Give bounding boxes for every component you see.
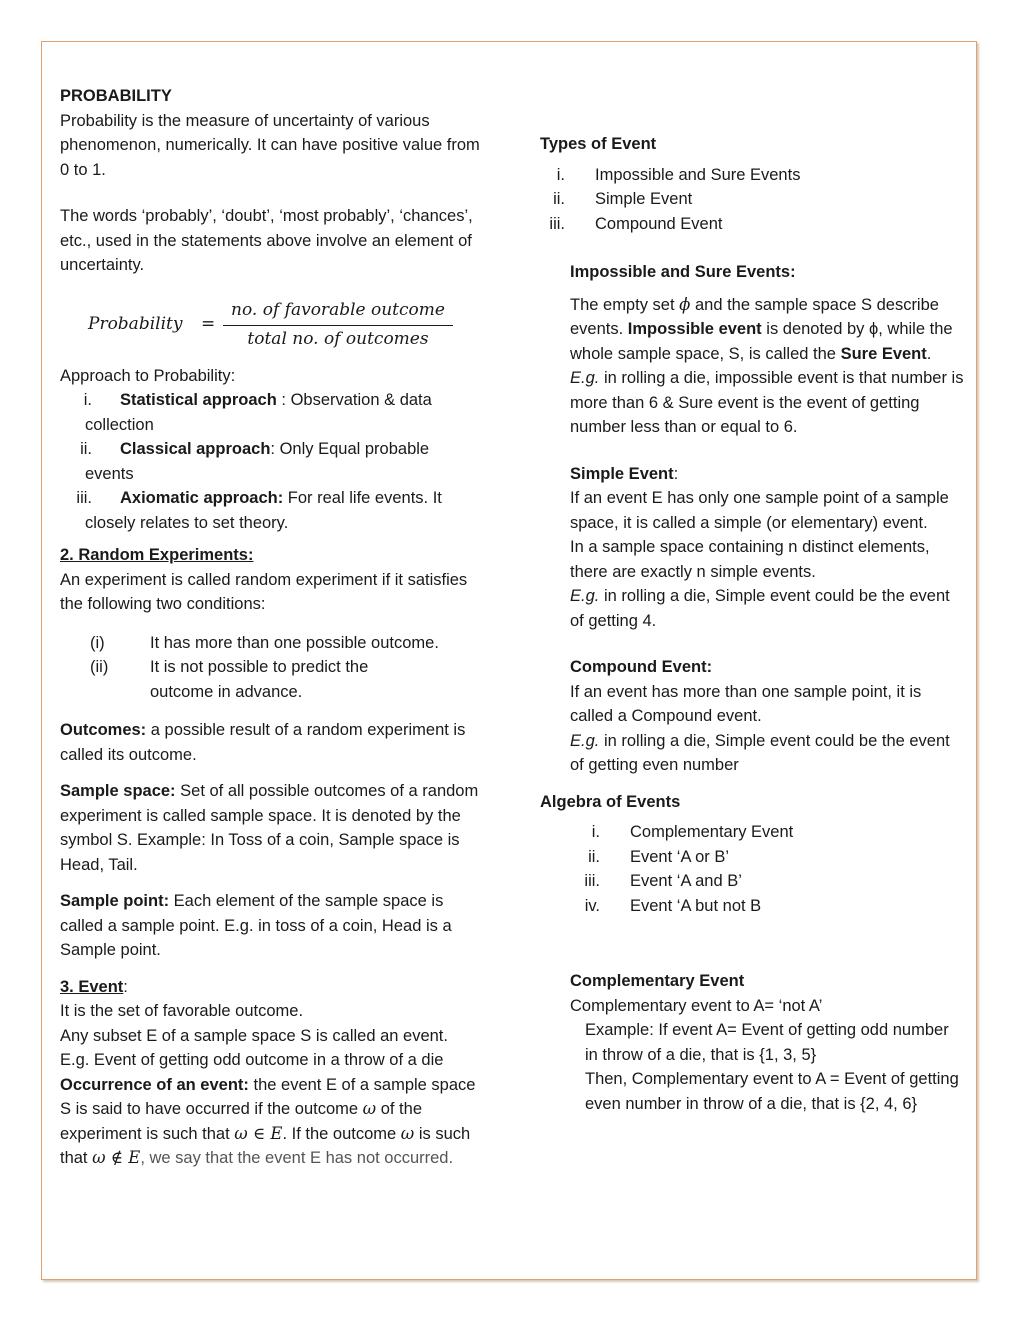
list-number: (ii): [90, 658, 109, 676]
types-heading: Types of Event: [540, 135, 657, 153]
approach-term: Statistical approach: [120, 391, 277, 409]
probability-formula: [60, 290, 485, 356]
condition-text: It is not possible to predict the: [150, 658, 369, 676]
type-text: Compound Event: [595, 214, 723, 233]
fraction-bar: [223, 325, 453, 326]
algebra-item: [540, 820, 965, 845]
simple-event-example: E.g. in rolling a die, Simple event could be the event of getting 4.: [570, 587, 950, 630]
list-number: iv.: [584, 896, 600, 915]
formula-denominator: total no. of outcomes: [247, 328, 429, 349]
approach-desc: : Only Equal probable: [270, 440, 430, 458]
condition-cont: outcome in advance.: [150, 682, 303, 701]
list-number: (i): [90, 633, 105, 652]
intro-paragraph: Probability is the measure of uncertainty of various phenomenon, numerically. It can have positive value from 0 to 1.: [60, 111, 480, 179]
conditions-list: [60, 631, 485, 705]
complementary-result: Then, Complementary event to A = Event of getting even number in throw of a die, that is {2, 4, 6}: [585, 1070, 959, 1113]
occurrence-definition: Occurrence of an event: the event E of a sample space S is said to have occurred if the outcome ω of the experiment is such that ω ∈ E. If the outcome ω is such that ω ∉ E, we say that the event E has not occurred.: [60, 1075, 476, 1167]
type-item: [540, 187, 965, 212]
algebra-text: Event ‘A and B’: [630, 872, 742, 890]
formula-lhs: Probability: [88, 313, 183, 334]
algebra-item: [540, 845, 965, 870]
list-number: iii.: [584, 872, 600, 890]
approach-item: [60, 388, 485, 413]
algebra-item: [540, 869, 965, 894]
types-list: [540, 163, 965, 237]
list-number: iii.: [549, 214, 565, 233]
simple-event-paragraph: In a sample space containing n distinct elements, there are exactly n simple events.: [570, 538, 930, 581]
event-line: E.g. Event of getting odd outcome in a throw of a die: [60, 1051, 444, 1069]
approach-desc: : Observation & data: [276, 391, 432, 409]
algebra-text: Event ‘A or B’: [630, 847, 730, 866]
event-line: Any subset E of a sample space S is called an event.: [60, 1026, 448, 1045]
sample-space-definition: Sample space: Set of all possible outcomes of a random experiment is called sample space. It is denoted by the symbol S. Example: In Toss of a coin, Sample space is Head, Tail.: [60, 782, 479, 874]
approach-heading: Approach to Probability:: [60, 366, 236, 385]
algebra-text: Event ‘A but not B: [630, 896, 762, 915]
approach-cont: events: [85, 464, 134, 483]
list-number: ii.: [553, 190, 565, 208]
simple-event-paragraph: If an event E has only one sample point of a sample space, it is called a simple (or elementary) event.: [570, 489, 949, 532]
approach-list: [60, 388, 485, 535]
event-line: It is the set of favorable outcome.: [60, 1002, 304, 1020]
condition-text: It has more than one possible outcome.: [150, 633, 439, 652]
algebra-text: Complementary Event: [630, 823, 794, 841]
type-text: Simple Event: [595, 190, 693, 208]
complementary-definition: Complementary event to A= ‘not A’: [570, 996, 823, 1015]
approach-cont: collection: [85, 415, 154, 434]
uncertainty-paragraph: The words ‘probably’, ‘doubt’, ‘most probably’, ‘chances’, etc., used in the statements above involve an element of uncertainty.: [60, 207, 473, 274]
algebra-heading: Algebra of Events: [540, 792, 681, 811]
condition-item: [60, 631, 485, 656]
algebra-list: [540, 820, 965, 918]
compound-event-example: E.g. in rolling a die, Simple event could be the event of getting even number: [570, 731, 950, 774]
sample-point-definition: Sample point: Each element of the sample space is called a sample point. E.g. in toss of a coin, Head is a Sample point.: [60, 892, 452, 959]
formula-numerator: no. of favorable outcome: [231, 299, 445, 320]
complementary-example: Example: If event A= Event of getting odd number in throw of a die, that is {1, 3, 5}: [585, 1021, 949, 1064]
approach-desc: For real life events. It: [283, 489, 442, 507]
list-number: i.: [556, 165, 565, 184]
compound-event-paragraph: If an event has more than one sample point, it is called a Compound event.: [570, 682, 922, 725]
compound-event-heading: Compound Event:: [570, 658, 713, 676]
impossible-sure-example: E.g. in rolling a die, impossible event is that number is more than 6 & Sure event is the event of getting number less than or equal to 6.: [570, 369, 964, 436]
random-experiments-paragraph: An experiment is called random experiment if it satisfies the following two conditions:: [60, 570, 468, 613]
list-number: i.: [83, 391, 92, 409]
formula-equals: =: [201, 313, 216, 334]
approach-item: [60, 437, 485, 462]
approach-cont: closely relates to set theory.: [85, 513, 289, 532]
complementary-heading: Complementary Event: [570, 972, 745, 990]
impossible-sure-paragraph: The empty set ϕ and the sample space S describe events. Impossible event is denoted by ϕ, while the whole sample space, S, is called the Sure Event.: [570, 294, 953, 363]
impossible-sure-heading: Impossible and Sure Events:: [570, 263, 796, 281]
simple-event-heading: Simple Event:: [570, 464, 679, 483]
list-number: ii.: [80, 440, 92, 458]
algebra-item: [540, 894, 965, 919]
list-number: i.: [591, 823, 600, 841]
type-item: [540, 163, 965, 188]
list-number: iii.: [76, 489, 92, 507]
condition-item: [60, 655, 485, 680]
random-experiments-heading: 2. Random Experiments:: [60, 546, 254, 564]
approach-item: [60, 486, 485, 511]
type-item: [540, 212, 965, 237]
outcomes-definition: Outcomes: a possible result of a random experiment is called its outcome.: [60, 721, 466, 764]
event-heading: 3. Event:: [60, 977, 128, 996]
left-column: [60, 84, 485, 1171]
approach-term: Classical approach: [120, 440, 271, 458]
approach-term: Axiomatic approach:: [120, 489, 284, 507]
right-column: [540, 132, 965, 1116]
page-title: PROBABILITY: [60, 87, 172, 105]
type-text: Impossible and Sure Events: [595, 165, 801, 184]
list-number: ii.: [588, 847, 600, 866]
